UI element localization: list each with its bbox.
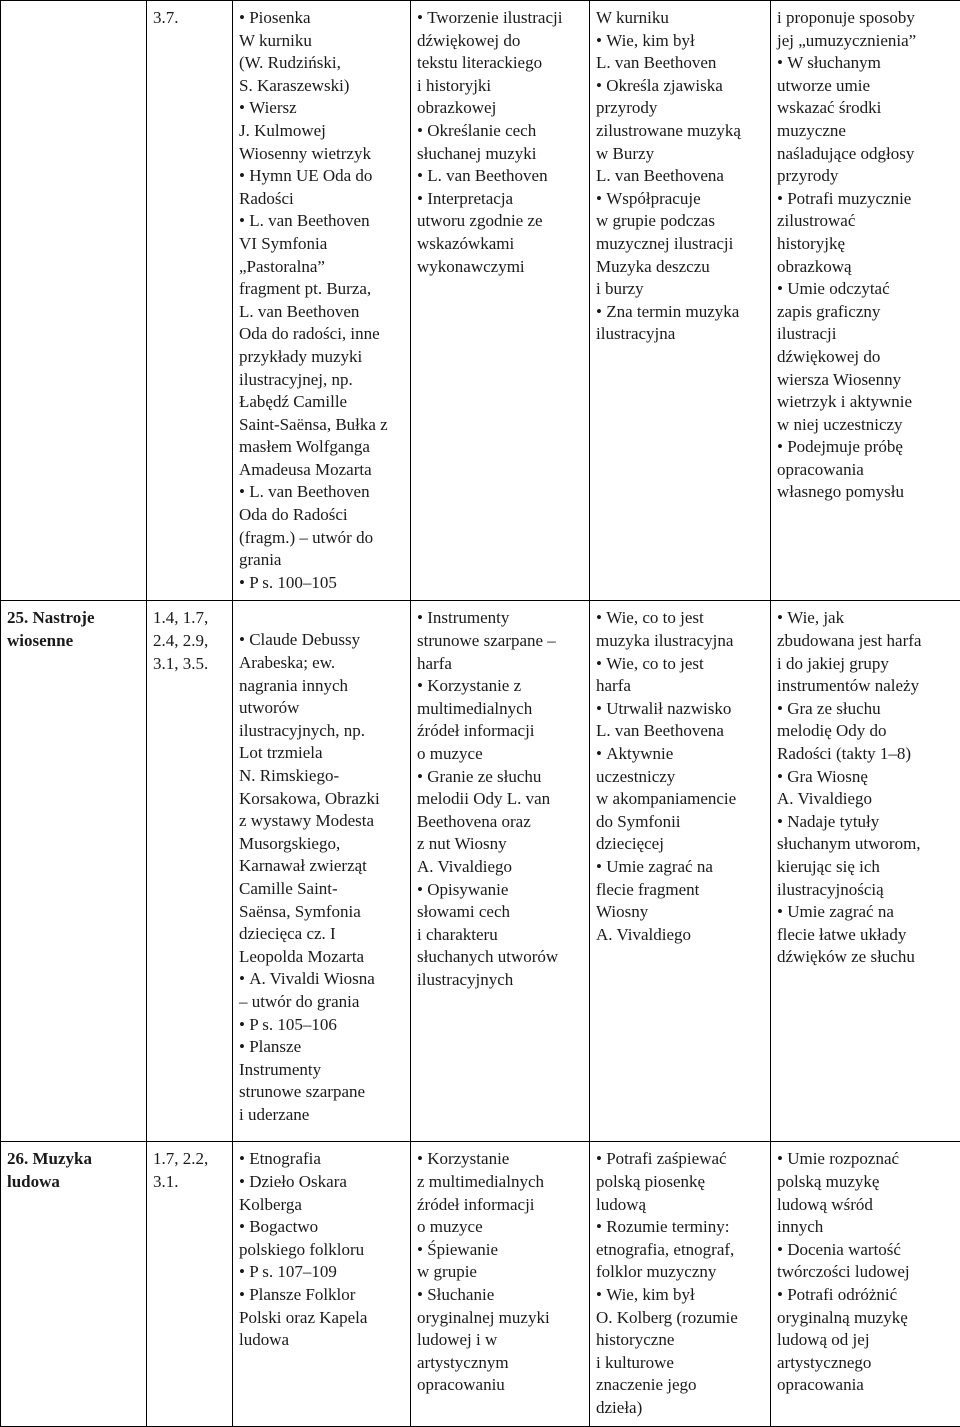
cell-spacer <box>239 607 406 629</box>
topic-cell <box>1 1142 147 1426</box>
bullet-item: • W słuchanym <box>777 52 956 75</box>
cell-text-line: jej „umuzycznienia” <box>777 30 956 53</box>
bullet-item: • Wie, kim był <box>596 1284 766 1307</box>
bullet-item: • Podejmuje próbę <box>777 436 956 459</box>
cell-text-line: Oda do radości, inne <box>239 323 406 346</box>
cell-text-line: W kurniku <box>596 7 766 30</box>
bullet-item: • L. van Beethoven <box>239 210 406 233</box>
cell-text-line: Arabeska; ew. <box>239 652 406 675</box>
cell-text-line: L. van Beethoven <box>239 301 406 324</box>
topic-cell <box>1 601 147 1142</box>
table-row <box>1 1142 960 1426</box>
bullet-item: • L. van Beethoven <box>239 481 406 504</box>
cell-text-line: Korsakowa, Obrazki <box>239 788 406 811</box>
cell-text-line: Saënsa, Symfonia <box>239 901 406 924</box>
cell-text-line: wskazówkami <box>417 233 585 256</box>
curriculum-code-line: 3.1, 3.5. <box>153 653 228 676</box>
bullet-item: • Słuchanie <box>417 1284 585 1307</box>
cell-text-line: i proponuje sposoby <box>777 7 956 30</box>
cell-text-line: VI Symfonia <box>239 233 406 256</box>
cell-text-line: tekstu literackiego <box>417 52 585 75</box>
bullet-item: • Wie, co to jest <box>596 653 766 676</box>
cell-text-line: kierując się ich <box>777 856 956 879</box>
cell-text-line: zbudowana jest harfa <box>777 630 956 653</box>
cell-text-line: opracowaniu <box>417 1374 585 1397</box>
cell-text-line: dźwięków ze słuchu <box>777 946 956 969</box>
cell-text-line: folklor muzyczny <box>596 1261 766 1284</box>
cell-text-line: zilustrować <box>777 210 956 233</box>
bullet-item: • Utrwalił nazwisko <box>596 698 766 721</box>
cell-text-line: Beethovena oraz <box>417 811 585 834</box>
cell-text-line: Leopolda Mozarta <box>239 946 406 969</box>
cell-text-line: etnografia, etnograf, <box>596 1239 766 1262</box>
basic-requirements-cell <box>590 1 771 601</box>
bullet-item: • Hymn UE Oda do <box>239 165 406 188</box>
content-cell <box>233 1 411 601</box>
topic-title-line: ludowa <box>7 1171 142 1194</box>
cell-text-line: ludowa <box>239 1329 406 1352</box>
cell-text-line: strunowe szarpane – <box>417 630 585 653</box>
bullet-item: • Śpiewanie <box>417 1239 585 1262</box>
cell-text-line: źródeł informacji <box>417 720 585 743</box>
cell-text-line: wietrzyk i aktywnie <box>777 391 956 414</box>
cell-text-line: melodię Ody do <box>777 720 956 743</box>
cell-text-line: dźwiękowej do <box>777 346 956 369</box>
cell-text-line: „Pastoralna” <box>239 256 406 279</box>
cell-text-line: Saint-Saënsa, Bułka z <box>239 414 406 437</box>
cell-text-line: Kolberga <box>239 1194 406 1217</box>
cell-text-line: (fragm.) – utwór do <box>239 527 406 550</box>
cell-text-line: z multimedialnych <box>417 1171 585 1194</box>
cell-text-line: muzycznej ilustracji <box>596 233 766 256</box>
cell-text-line: ilustracyjna <box>596 323 766 346</box>
bullet-item: • Zna termin muzyka <box>596 301 766 324</box>
bullet-item: • P s. 107–109 <box>239 1261 406 1284</box>
cell-text-line: w Burzy <box>596 143 766 166</box>
cell-text-line: uczestniczy <box>596 766 766 789</box>
cell-text-line: S. Karaszewski) <box>239 75 406 98</box>
bullet-item: • Tworzenie ilustracji <box>417 7 585 30</box>
bullet-item: • Docenia wartość <box>777 1239 956 1262</box>
cell-text-line: Polski oraz Kapela <box>239 1307 406 1330</box>
cell-text-line: fragment pt. Burza, <box>239 278 406 301</box>
cell-text-line: Wiosny <box>596 901 766 924</box>
bullet-item: • Plansze <box>239 1036 406 1059</box>
cell-text-line: i uderzane <box>239 1104 406 1127</box>
bullet-item: • Plansze Folklor <box>239 1284 406 1307</box>
content-cell <box>233 601 411 1142</box>
cell-text-line: harfa <box>417 653 585 676</box>
cell-text-line: L. van Beethovena <box>596 720 766 743</box>
bullet-item: • Bogactwo <box>239 1216 406 1239</box>
cell-text-line: oryginalną muzykę <box>777 1307 956 1330</box>
cell-text-line: W kurniku <box>239 30 406 53</box>
cell-text-line: artystycznego <box>777 1352 956 1375</box>
cell-text-line: dzieła) <box>596 1397 766 1420</box>
cell-text-line: flecie łatwe układy <box>777 924 956 947</box>
cell-text-line: muzyczne <box>777 120 956 143</box>
bullet-item: • Opisywanie <box>417 879 585 902</box>
bullet-item: • L. van Beethoven <box>417 165 585 188</box>
cell-text-line: O. Kolberg (rozumie <box>596 1307 766 1330</box>
cell-text-line: w niej uczestniczy <box>777 414 956 437</box>
cell-text-line: Musorgskiego, <box>239 833 406 856</box>
cell-text-line: ilustracyjnych <box>417 969 585 992</box>
cell-text-line: zapis graficzny <box>777 301 956 324</box>
cell-text-line: ludowej i w <box>417 1329 585 1352</box>
bullet-item: • Granie ze słuchu <box>417 766 585 789</box>
bullet-item: • Korzystanie <box>417 1148 585 1171</box>
cell-text-line: słuchanej muzyki <box>417 143 585 166</box>
cell-text-line: grania <box>239 549 406 572</box>
forms-cell <box>411 1 590 601</box>
bullet-item: • P s. 105–106 <box>239 1014 406 1037</box>
curriculum-code-line: 3.7. <box>153 7 228 30</box>
cell-text-line: o muzyce <box>417 1216 585 1239</box>
extended-requirements-cell <box>771 1142 960 1426</box>
cell-text-line: L. van Beethoven <box>596 52 766 75</box>
cell-text-line: Radości (takty 1–8) <box>777 743 956 766</box>
cell-text-line: A. Vivaldiego <box>596 924 766 947</box>
curriculum-code-line: 3.1. <box>153 1171 228 1194</box>
cell-text-line: ludową wśród <box>777 1194 956 1217</box>
cell-text-line: o muzyce <box>417 743 585 766</box>
cell-text-line: przyrody <box>777 165 956 188</box>
cell-text-line: i do jakiej grupy <box>777 653 956 676</box>
topic-cell <box>1 1 147 601</box>
bullet-item: • A. Vivaldi Wiosna <box>239 968 406 991</box>
cell-text-line: w grupie podczas <box>596 210 766 233</box>
bullet-item: • Potrafi zaśpiewać <box>596 1148 766 1171</box>
bullet-item: • Dzieło Oskara <box>239 1171 406 1194</box>
cell-text-line: Amadeusa Mozarta <box>239 459 406 482</box>
cell-text-line: opracowania <box>777 459 956 482</box>
cell-text-line: oryginalnej muzyki <box>417 1307 585 1330</box>
cell-text-line: naśladujące odgłosy <box>777 143 956 166</box>
bullet-item: • Wie, jak <box>777 607 956 630</box>
cell-text-line: A. Vivaldiego <box>417 856 585 879</box>
cell-text-line: i historyjki <box>417 75 585 98</box>
cell-text-line: innych <box>777 1216 956 1239</box>
cell-text-line: dziecięcej <box>596 833 766 856</box>
cell-text-line: wskazać środki <box>777 97 956 120</box>
cell-text-line: dźwiękowej do <box>417 30 585 53</box>
topic-title-line: 25. Nastroje <box>7 607 142 630</box>
cell-text-line: w grupie <box>417 1261 585 1284</box>
cell-text-line: harfa <box>596 675 766 698</box>
cell-text-line: ilustracyjnej, np. <box>239 369 406 392</box>
cell-text-line: i charakteru <box>417 924 585 947</box>
cell-text-line: utworze umie <box>777 75 956 98</box>
bullet-item: • Określa zjawiska <box>596 75 766 98</box>
cell-text-line: i burzy <box>596 278 766 301</box>
cell-text-line: Łabędź Camille <box>239 391 406 414</box>
table-row <box>1 1 960 601</box>
cell-text-line: N. Rimskiego- <box>239 765 406 788</box>
bullet-item: • Piosenka <box>239 7 406 30</box>
cell-text-line: Camille Saint- <box>239 878 406 901</box>
forms-cell <box>411 601 590 1142</box>
cell-text-line: utworu zgodnie ze <box>417 210 585 233</box>
bullet-item: • Rozumie terminy: <box>596 1216 766 1239</box>
cell-text-line: nagrania innych <box>239 675 406 698</box>
cell-text-line: i kulturowe <box>596 1352 766 1375</box>
bullet-item: • Współpracuje <box>596 188 766 211</box>
cell-text-line: flecie fragment <box>596 879 766 902</box>
curriculum-code-cell <box>147 1 233 601</box>
bullet-item: • Określanie cech <box>417 120 585 143</box>
cell-text-line: masłem Wolfganga <box>239 436 406 459</box>
bullet-item: • Wie, co to jest <box>596 607 766 630</box>
bullet-item: • Gra ze słuchu <box>777 698 956 721</box>
cell-text-line: Wiosenny wietrzyk <box>239 143 406 166</box>
extended-requirements-cell <box>771 1 960 601</box>
cell-text-line: polskiego folkloru <box>239 1239 406 1262</box>
cell-text-line: muzyka ilustracyjna <box>596 630 766 653</box>
bullet-item: • Umie zagrać na <box>777 901 956 924</box>
cell-text-line: melodii Ody L. van <box>417 788 585 811</box>
cell-text-line: słuchanych utworów <box>417 946 585 969</box>
cell-text-line: w akompaniamencie <box>596 788 766 811</box>
cell-text-line: ludową <box>596 1194 766 1217</box>
cell-text-line: Lot trzmiela <box>239 742 406 765</box>
cell-text-line: słowami cech <box>417 901 585 924</box>
bullet-item: • Potrafi odróżnić <box>777 1284 956 1307</box>
cell-text-line: L. van Beethovena <box>596 165 766 188</box>
bullet-item: • Wie, kim był <box>596 30 766 53</box>
cell-text-line: twórczości ludowej <box>777 1261 956 1284</box>
cell-text-line: własnego pomysłu <box>777 481 956 504</box>
cell-text-line: A. Vivaldiego <box>777 788 956 811</box>
basic-requirements-cell <box>590 601 771 1142</box>
curriculum-code-line: 2.4, 2.9, <box>153 630 228 653</box>
cell-text-line: Instrumenty <box>239 1059 406 1082</box>
cell-text-line: Radości <box>239 188 406 211</box>
content-cell <box>233 1142 411 1426</box>
bullet-item: • Korzystanie z <box>417 675 585 698</box>
bullet-item: • Interpretacja <box>417 188 585 211</box>
bullet-item: • Potrafi muzycznie <box>777 188 956 211</box>
cell-text-line: opracowania <box>777 1374 956 1397</box>
cell-text-line: ludową od jej <box>777 1329 956 1352</box>
basic-requirements-cell <box>590 1142 771 1426</box>
topic-title-line: wiosenne <box>7 630 142 653</box>
topic-title-line: 26. Muzyka <box>7 1148 142 1171</box>
table-row <box>1 601 960 1142</box>
cell-text-line: przykłady muzyki <box>239 346 406 369</box>
cell-text-line: polską piosenkę <box>596 1171 766 1194</box>
forms-cell <box>411 1142 590 1426</box>
cell-text-line: (W. Rudziński, <box>239 52 406 75</box>
cell-text-line: instrumentów należy <box>777 675 956 698</box>
bullet-item: • Instrumenty <box>417 607 585 630</box>
curriculum-code-cell <box>147 1142 233 1426</box>
bullet-item: • Etnografia <box>239 1148 406 1171</box>
bullet-item: • Umie zagrać na <box>596 856 766 879</box>
cell-text-line: polską muzykę <box>777 1171 956 1194</box>
bullet-item: • Claude Debussy <box>239 629 406 652</box>
cell-text-line: Muzyka deszczu <box>596 256 766 279</box>
cell-text-line: z nut Wiosny <box>417 833 585 856</box>
cell-text-line: wykonawczymi <box>417 256 585 279</box>
bullet-item: • Nadaje tytuły <box>777 811 956 834</box>
cell-text-line: artystycznym <box>417 1352 585 1375</box>
curriculum-code-line: 1.7, 2.2, <box>153 1148 228 1171</box>
cell-text-line: J. Kulmowej <box>239 120 406 143</box>
bullet-item: • Umie rozpoznać <box>777 1148 956 1171</box>
bullet-item: • Wiersz <box>239 97 406 120</box>
bullet-item: • Gra Wiosnę <box>777 766 956 789</box>
cell-text-line: multimedialnych <box>417 698 585 721</box>
cell-text-line: źródeł informacji <box>417 1194 585 1217</box>
cell-text-line: strunowe szarpane <box>239 1081 406 1104</box>
cell-text-line: obrazkową <box>777 256 956 279</box>
cell-text-line: historyjkę <box>777 233 956 256</box>
cell-text-line: ilustracji <box>777 323 956 346</box>
cell-text-line: historyczne <box>596 1329 766 1352</box>
cell-text-line: zilustrowane muzyką <box>596 120 766 143</box>
cell-text-line: ilustracyjnością <box>777 879 956 902</box>
cell-text-line: słuchanym utworom, <box>777 833 956 856</box>
cell-text-line: dziecięca cz. I <box>239 923 406 946</box>
curriculum-code-line: 1.4, 1.7, <box>153 607 228 630</box>
curriculum-code-cell <box>147 601 233 1142</box>
cell-text-line: wiersza Wiosenny <box>777 369 956 392</box>
cell-text-line: Karnawał zwierząt <box>239 855 406 878</box>
bullet-item: • P s. 100–105 <box>239 572 406 595</box>
cell-text-line: znaczenie jego <box>596 1374 766 1397</box>
bullet-item: • Umie odczytać <box>777 278 956 301</box>
cell-text-line: – utwór do grania <box>239 991 406 1014</box>
cell-text-line: Oda do Radości <box>239 504 406 527</box>
cell-text-line: z wystawy Modesta <box>239 810 406 833</box>
cell-text-line: do Symfonii <box>596 811 766 834</box>
extended-requirements-cell <box>771 601 960 1142</box>
bullet-item: • Aktywnie <box>596 743 766 766</box>
cell-text-line: przyrody <box>596 97 766 120</box>
cell-text-line: utworów <box>239 697 406 720</box>
cell-text-line: obrazkowej <box>417 97 585 120</box>
cell-text-line: ilustracyjnych, np. <box>239 720 406 743</box>
